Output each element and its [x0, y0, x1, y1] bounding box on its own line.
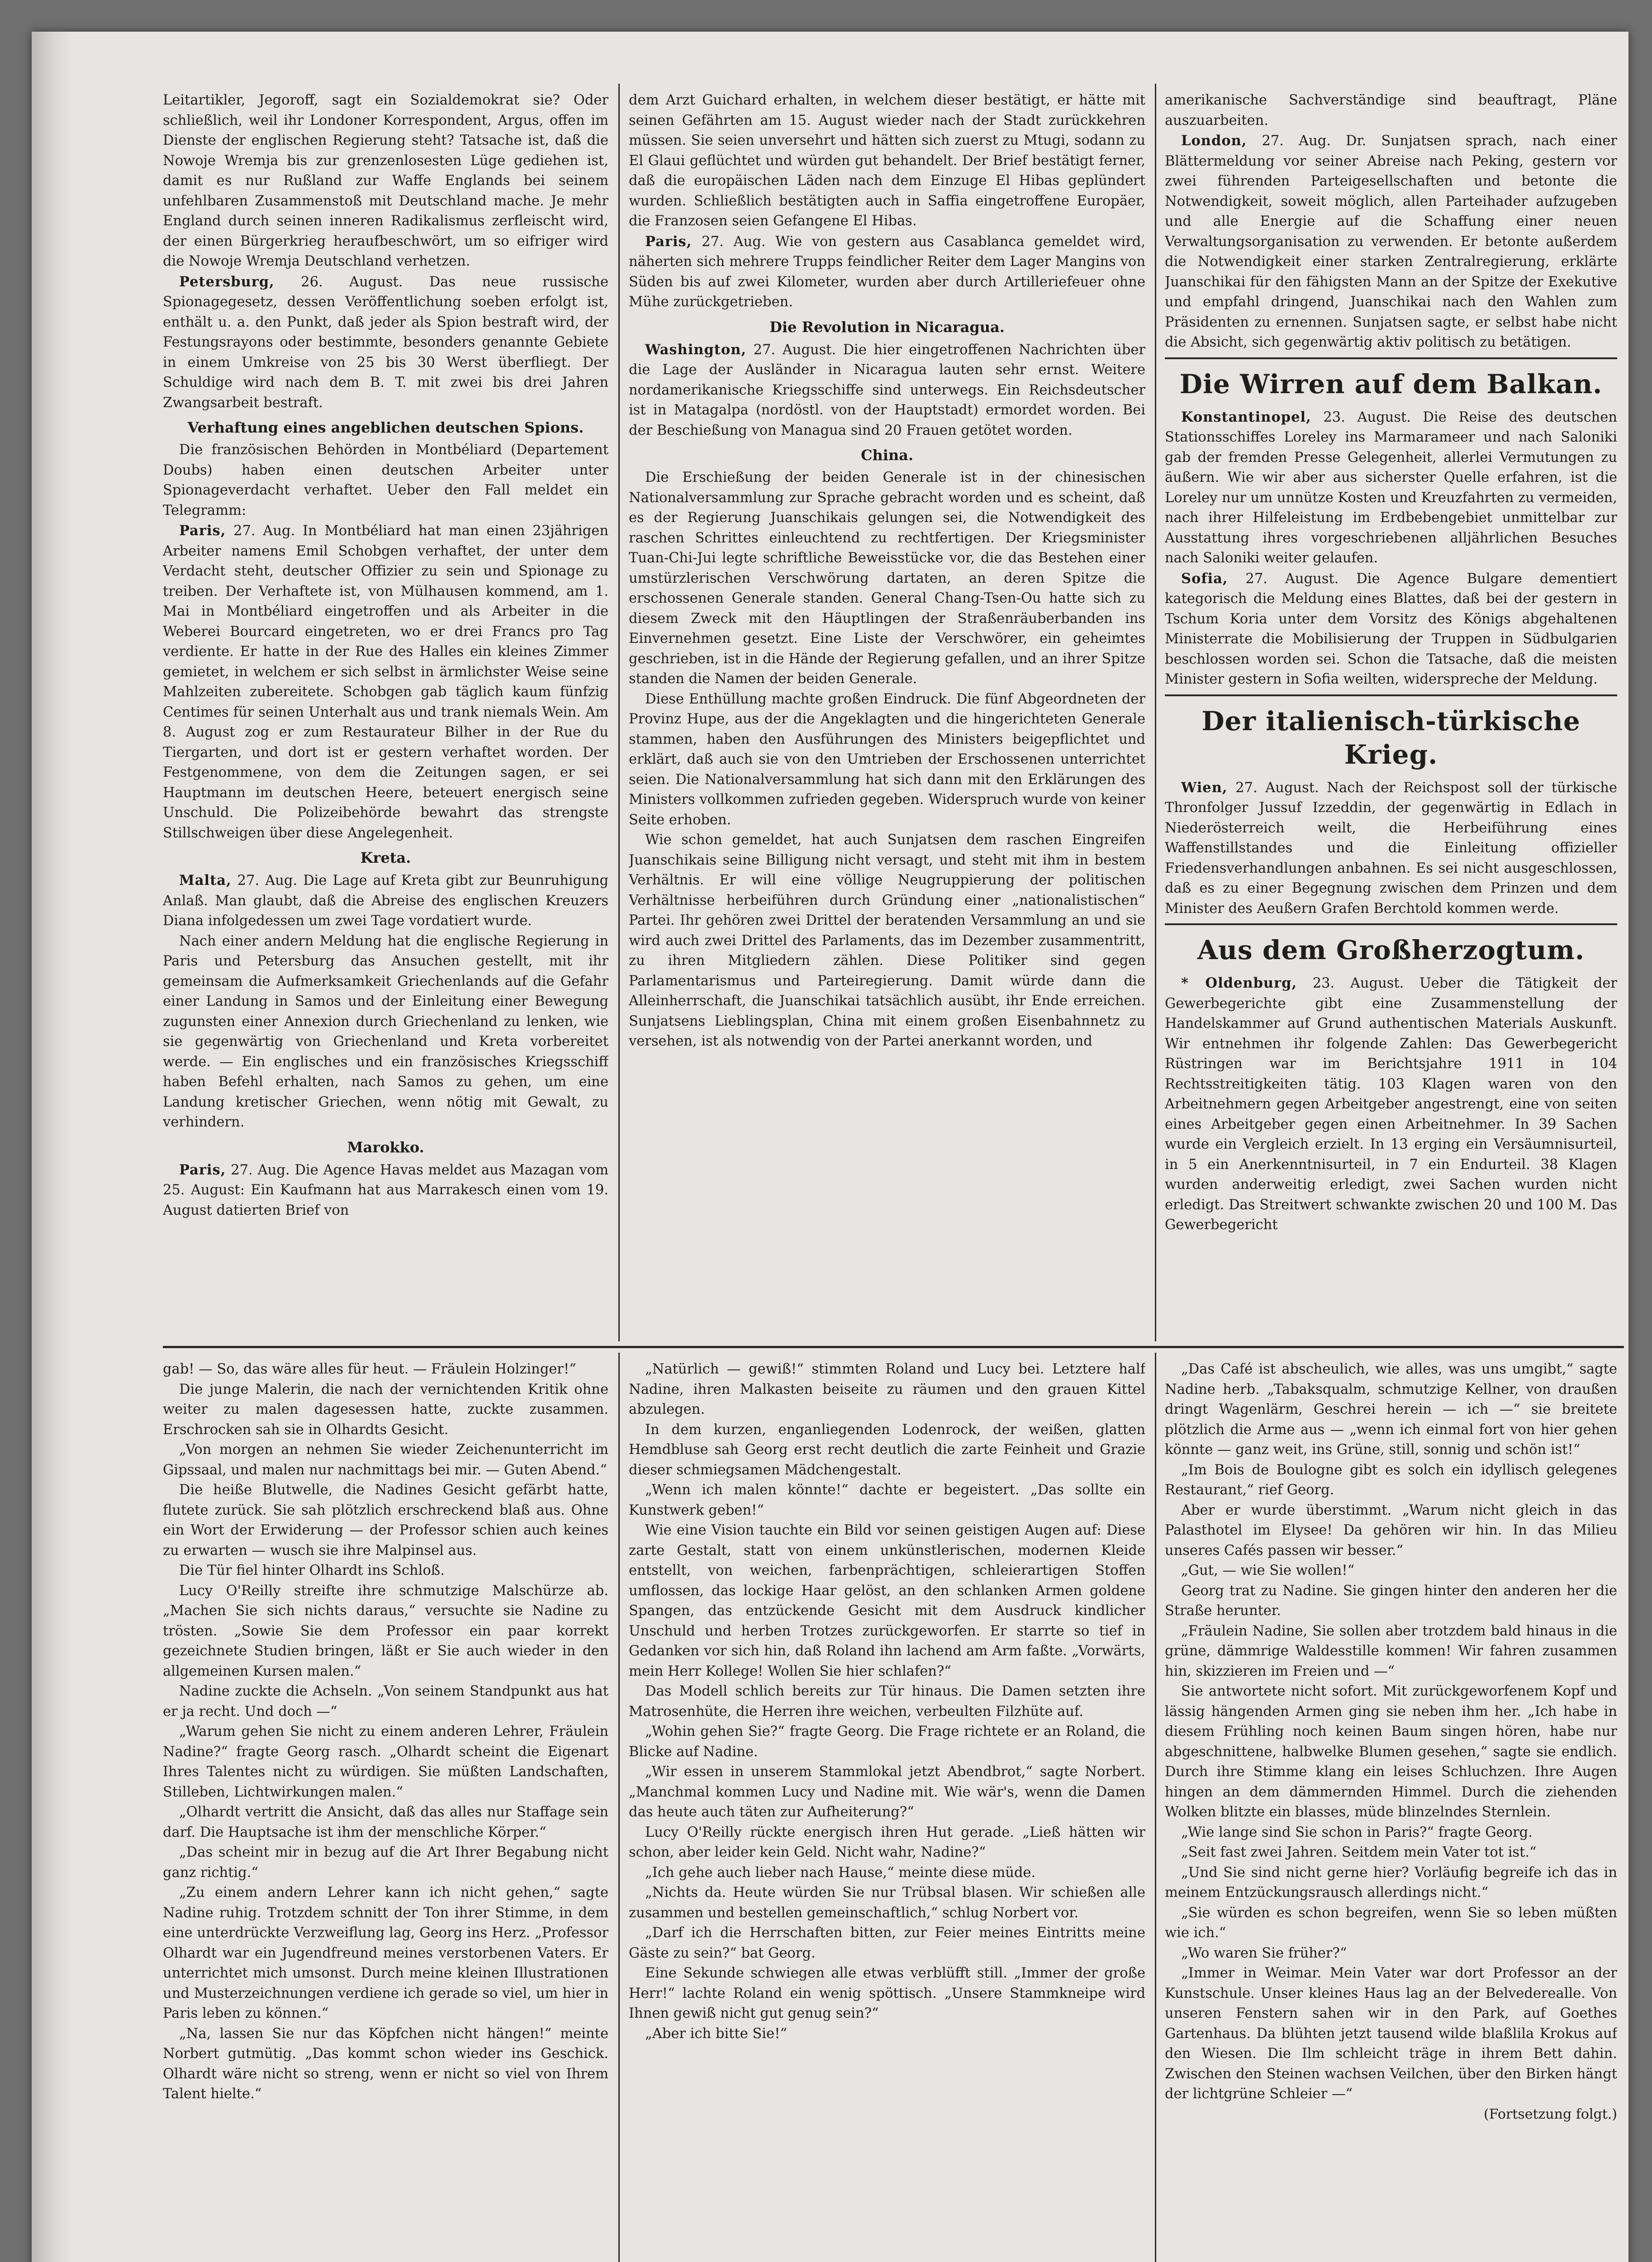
newspaper-page: [32, 32, 1628, 2262]
article-paragraph: [163, 90, 608, 272]
section-rule: [1165, 357, 1617, 359]
article-paragraph: [629, 1420, 1145, 1481]
paragraph-text: Aber er wurde überstimmt. „Warum nicht gleich in das Palasthotel im Elysee! Da gehören wir hin. In das Milieu unseres Cafés passen wir besser.“: [1165, 1502, 1617, 1559]
paragraph-text: Die junge Malerin, die nach der vernichtenden Kritik ohne weiter zu malen dagesessen hatte, zuckte zusammen. Erschrocken sah sie in Olhardts Gesicht.: [163, 1381, 608, 1438]
article-paragraph: [1165, 407, 1617, 569]
paragraph-text: Wie schon gemeldet, hat auch Sunjatsen dem raschen Eingreifen Juanschikais seine Billigung nicht versagt, und steht mit ihm in bestem Verhältnis. Er will eine völlige Neugruppierung der politischen Verhältnisse herbeiführen durch Gründung einer „nationalistischen“ Partei. Ihr gehören zwei Drittel der beratenden Versammlung an und sie wird auch zwei Drittel des Parlaments, das im Dezember zusammentritt, zu ihren Mitgliedern zählen. Diese Politiker sind gegen Parlamentarismus und Parteiregierung. Damit würde dann die Alleinherrschaft, die Juanschikai tatsächlich ausübt, ihr Ende erreichen. Sunjatsens Lieblingsplan, China mit einem großen Eisenbahnnetz zu versehen, ist als notwendig von der Partei anerkannt worden, und: [629, 832, 1145, 1049]
paragraph-text: „Zu einem andern Lehrer kann ich nicht gehen,“ sagte Nadine ruhig. Trotzdem schnitt der Ton ihrer Stimme, in dem eine unterdrückte Verzweiflung lag, Georg ins Herz. „Professor Olhardt war ein Jugendfreund meines verstorbenen Vaters. Er unterrichtet mich umsonst. Durch meine kleinen Illustrationen und Musterzeichnungen verdiene ich gerade so viel, um hier in Paris leben zu können.“: [163, 1885, 608, 2021]
article-paragraph: [1165, 1843, 1617, 1863]
paragraph-text: „Wie lange sind Sie schon in Paris?“ fragte Georg.: [1181, 1824, 1533, 1840]
article-heading: Marokko.: [347, 1138, 424, 1156]
dateline: London,: [1181, 133, 1247, 149]
paragraph-text: „Sie würden es schon begreifen, wenn Sie so leben müßten wie ich.“: [1165, 1905, 1617, 1941]
paragraph-text: 27. Aug. Dr. Sunjatsen sprach, nach einer Blättermeldung vor seiner Abreise nach Peking, gestern vor zwei führenden Parteigesellschaften und betonte die Notwendigkeit, soweit möglich, allen Parteihader aufzugeben und alle Energie auf die Schaffung einer neuen Verwaltungsorganisation zu verwenden. Er betonte außerdem die Notwendigkeit einer starken Zentralregierung, erklärte Juanschikai für den fähigsten Mann an der Spitze der Exekutive und empfahl dringend, Juanschikai nach den Wahlen zum Präsidenten zu ernennen. Sunjatsen sagte, er selbst habe nicht die Absicht, sich gegenwärtig aktiv politisch zu betätigen.: [1165, 133, 1617, 350]
article-paragraph: [1165, 1581, 1617, 1621]
article-paragraph: [1165, 778, 1617, 919]
article-paragraph: [629, 1823, 1145, 1863]
paragraph-text: 23. August. Die Reise des deutschen Stationsschiffes Loreley ins Marmarameer und nach Saloniki gab der fremden Presse Gelegenheit, allerlei Vermutungen zu äußern. Wie wir aber aus sicherster Quelle erfahren, ist die Loreley nur um unnütze Kosten und Kreuzfahrten zu vermeiden, nach ihrer Hilfeleistung im Erdbebengebiet unmittelbar zur Ausstattung ihres vorgeschriebenen alljährlichen Besuches nach Saloniki weiter gelaufen.: [1165, 409, 1617, 566]
article-paragraph: [1165, 1863, 1617, 1903]
paragraph-text: 23. August. Ueber die Tätigkeit der Gewerbegerichte gibt eine Zusammenstellung der Handelskammer auf Grund authentischen Materials Auskunft. Wir entnehmen ihr folgende Zahlen: Das Gewerbegericht Rüstringen war im Berichtsjahre 1911 in 104 Rechtsstreitigkeiten tätig. 103 Klagen waren von den Arbeitnehmern gegen Arbeitgeber angestrengt, eine von seiten eines Arbeitgeber gegen einen Arbeitnehmer. In 39 Sachen wurde ein Vergleich erzielt. In 13 erging ein Versäumnisurteil, in 5 ein Anerkenntnisurteil, in 7 ein Endurteil. 38 Klagen wurden anderweitig erledigt, zwei Sachen wurden nicht erledigt. Das Streitwert schwankte zwischen 20 und 100 M. Das Gewerbegericht: [1165, 975, 1617, 1233]
paragraph-text: Georg trat zu Nadine. Sie gingen hinter den anderen her die Straße herunter.: [1165, 1582, 1617, 1619]
article-paragraph: [163, 1561, 608, 1581]
paragraph-text: „Seit fast zwei Jahren. Seitdem mein Vater tot ist.“: [1181, 1844, 1537, 1860]
paragraph-text: Die heiße Blutwelle, die Nadines Gesicht gefärbt hatte, flutete zurück. Sie sah plötzlich erschreckend blaß aus. Ohne ein Wort der Erwiderung — der Professor schien auch keines zu erwarten — wusch sie ihre Malpinsel aus.: [163, 1482, 608, 1559]
paragraph-text: „Warum gehen Sie nicht zu einem anderen Lehrer, Fräulein Nadine?“ fragte Georg rasch. „Olhardt scheint die Eigenart Ihres Talentes nicht zu würdigen. Sie müßten Landschaften, Stilleben, Lichtwirkungen malen.“: [163, 1724, 608, 1800]
paragraph-text: „Nichts da. Heute würden Sie nur Trübsal blasen. Wir schießen alle zusammen und bestellen gemeinschaftlich,“ schlug Norbert vor.: [629, 1885, 1145, 1921]
dateline: Petersburg,: [179, 273, 275, 290]
article-paragraph: [629, 340, 1145, 441]
paragraph-text: „Das Café ist abscheulich, wie alles, was uns umgibt,“ sagte Nadine herb. „Tabaksqualm, schmutzige Kellner, von draußen dringt Wagenlärm, Geschrei herein — ich —“ sie breitete plötzlich die Arme aus — „wenn ich einmal fort von hier gehen könnte — ganz weit, ins Grüne, still, sonnig und schön ist!“: [1165, 1361, 1617, 1458]
article-paragraph: [629, 1722, 1145, 1762]
dateline: Paris,: [179, 523, 226, 539]
article-paragraph: [629, 1883, 1145, 1923]
section-rule: [1165, 694, 1617, 696]
article-heading: Verhaftung eines angeblichen deutschen Spions.: [187, 419, 584, 436]
article-paragraph: [163, 1682, 608, 1722]
feuilleton-separator-rule: [163, 1346, 1624, 1348]
paragraph-text: 27. Aug. Wie von gestern aus Casablanca gemeldet wird, näherten sich mehrere Trupps feindlicher Reiter dem Lager Mangins von Süden bis auf zwei Kilometer, wurden aber durch Artilleriefeuer ohne Mühe zurückgetrieben.: [629, 233, 1145, 310]
article-paragraph: [163, 1843, 608, 1883]
paragraph-text: 27. Aug. Die Lage auf Kreta gibt zur Beunruhigung Anlaß. Man glaubt, daß die Abreise des englischen Kreuzers Diana infolgedessen um zwei Tage vordatiert wurde.: [163, 873, 608, 929]
article-paragraph: [1165, 1963, 1617, 2105]
lower-right-column-rule: [1155, 1353, 1156, 2262]
paragraph-text: „Wohin gehen Sie?“ fragte Georg. Die Frage richtete er an Roland, die Blicke auf Nadine.: [629, 1724, 1145, 1760]
section-title: Die Wirren auf dem Balkan.: [1179, 368, 1603, 399]
article-paragraph: [629, 468, 1145, 689]
article-paragraph: [629, 1762, 1145, 1823]
article-paragraph: [163, 1160, 608, 1221]
article-paragraph: [629, 1521, 1145, 1682]
article-paragraph: [163, 931, 608, 1133]
paragraph-text: Die Tür fiel hinter Olhardt ins Schloß.: [179, 1563, 445, 1578]
article-paragraph: [1165, 1359, 1617, 1460]
paragraph-text: Die Erschießung der beiden Generale ist in der chinesischen Nationalversammlung zur Sprache gebracht worden und es scheint, daß es der Regierung Juanschikais gelungen sei, die Notwendigkeit des raschen Schrittes einleuchtend zu rechtfertigen. Der Kriegsminister Tuan-Chi-Jui legte schriftliche Beweisstücke vor, die das Bestehen einer umstürzlerischen Verschwörung dartaten, an deren Spitze die erschossenen Generale standen. General Chang-Tsen-Ou hatte sich zu diesem Zweck mit den Häuptlingen der Straßenräuberbanden ins Einvernehmen gesetzt. Eine Liste der Verschwörer, ein geheimtes geschrieben, ist in die Hände der Regierung gefallen, und an ihrer Spitze standen die Namen der beiden Generale.: [629, 470, 1145, 687]
continuation-note: (Fortsetzung folgt.): [1484, 2106, 1617, 2122]
paragraph-text: „Wir essen in unserem Stammlokal jetzt Abendbrot,“ sagte Norbert. „Manchmal kommen Lucy und Nadine mit. Wie wär's, wenn die Damen das heute auch täten zur Aufheiterung?“: [629, 1764, 1145, 1820]
article-paragraph: [1165, 1460, 1617, 1501]
article-paragraph: [629, 2024, 1145, 2044]
paragraph-text: In dem kurzen, enganliegenden Lodenrock, der weißen, glatten Hemdbluse sah Georg erst recht deutlich die zarte Feinheit und Grazie dieser schmiegsamen Mädchengestalt.: [629, 1421, 1145, 1478]
article-paragraph: [629, 1963, 1145, 2024]
article-paragraph: [1165, 1682, 1617, 1823]
article-paragraph: [1165, 1501, 1617, 1561]
dateline: Washington,: [645, 341, 747, 358]
paragraph-text: Eine Sekunde schwiegen alle etwas verblüfft still. „Immer der große Herr!“ lachte Roland ein wenig spöttisch. „Unsere Stammkneipe wird Ihnen gewiß nicht gut genug sein?“: [629, 1965, 1145, 2021]
feuilleton-column-3: [1165, 1359, 1617, 2262]
paragraph-text: 27. Aug. In Montbéliard hat man einen 23jährigen Arbeiter namens Emil Schobgen verhaftet, der unter dem Verdacht steht, deutscher Offizier zu sein und Spionage zu treiben. Der Verhaftete ist, von Mülhausen kommend, am 1. Mai in Montbéliard eingetroffen und als Arbeiter in die Weberei Bourcard eingetreten, wo er drei Francs pro Tag verdiente. Er hatte in der Rue des Halles ein kleines Zimmer gemietet, in welchem er sich selbst in ärmlichster Weise seine Mahlzeiten zubereitete. Schobgen gab täglich kaum fünfzig Centimes für seinen Unterhalt aus und trank niemals Wein. Am 8. August zog er zum Restaurateur Bilher in der Rue du Tiergarten, und dort ist er gestern verhaftet worden. Der Festgenommene, von dem die Zeitungen sagen, er sei Hauptmann im deutschen Heere, beteuert energisch seine Unschuld. Die Polizeibehörde bewahrt das strengste Stillschweigen über diese Angelegenheit.: [163, 523, 608, 841]
paragraph-text: „Im Bois de Boulogne gibt es solch ein idyllisch gelegenes Restaurant,“ rief Georg.: [1165, 1462, 1617, 1498]
paragraph-text: gab! — So, das wäre alles für heut. — Fräulein Holzinger!“: [163, 1361, 576, 1377]
section-title: Aus dem Großherzogtum.: [1197, 935, 1585, 965]
paragraph-text: „Immer in Weimar. Mein Vater war dort Professor an der Kunstschule. Unser kleines Haus lag an der Belvederealle. Von unseren Fenstern sahen wir in den Park, auf Goethes Gartenhaus. Da blühten jetzt tausend wilde blaßlila Krokus auf den Wiesen. Die Ilm schleicht träge in ihrem Bett dahin. Zwischen den Steinen wachsen Veilchen, über den Birken hängt der lichtgrüne Schleier —“: [1165, 1965, 1617, 2102]
paragraph-text: „Und Sie sind nicht gerne hier? Vorläufig begreife ich das in meinem Entzückungsrausch allerdings nicht.“: [1165, 1864, 1617, 1901]
article-paragraph: [163, 1581, 608, 1682]
paragraph-text: Diese Enthüllung machte großen Eindruck. Die fünf Abgeordneten der Provinz Hupe, aus der die Angeklagten und die hingerichteten Generale stammen, haben den Ausführungen des Ministers beigepflichtet und erklärt, daß auch sie von den Umtrieben der Erschossenen unterrichtet seien. Die Nationalversammlung hat sich dann mit den Erklärungen des Ministers vollkommen zufrieden gegeben. Widerspruch wurde von keiner Seite erhoben.: [629, 691, 1145, 828]
paragraph-text: Nach einer andern Meldung hat die englische Regierung in Paris und Petersburg das Ansuchen gestellt, mit ihr gemeinsam die Aufmerksamkeit Griechenlands auf die Gefahr einer Landung in Samos und der Einleitung einer Bewegung zugunsten einer Annexion durch Griechenland zu lenken, wie sie gegenwärtig von Griechenland und Kreta vorbereitet werde. — Ein englisches und ein französisches Kriegsschiff haben Befehl erhalten, nach Samos zu gehen, um eine Landung kretischer Griechen, wenn nötig mit Gewalt, zu verhindern.: [163, 933, 608, 1130]
article-paragraph: [163, 1722, 608, 1802]
upper-right-column-rule: [1155, 84, 1156, 1341]
dateline: Konstantinopel,: [1181, 409, 1311, 425]
paragraph-text: „Na, lassen Sie nur das Köpfchen nicht hängen!“ meinte Norbert gutmütig. „Das kommt schon wieder ins Geschick. Olhardt wäre nicht so streng, wenn er nicht so viel von Ihrem Talent hielte.“: [163, 2025, 608, 2102]
article-paragraph: [629, 232, 1145, 313]
paragraph-text: „Aber ich bitte Sie!“: [645, 2025, 787, 2042]
news-column-3: [1165, 90, 1617, 1344]
article-paragraph: [629, 689, 1145, 831]
paragraph-text: 27. August. Die hier eingetroffenen Nachrichten über die Lage der Ausländer in Nicaragua lauten sehr ernst. Weitere nordamerikanische Kriegsschiffe sind unterwegs. Ein Reichsdeutscher ist in Matagalpa (nordöstl. von der Hauptstadt) ermordet worden. Bei der Beschießung von Managua sind 20 Frauen getötet worden.: [629, 342, 1145, 438]
article-paragraph: [629, 1480, 1145, 1521]
lower-left-column-rule: [618, 1353, 620, 2262]
dateline: Paris,: [179, 1161, 226, 1178]
dateline: Sofia,: [1181, 570, 1228, 587]
paragraph-text: „Wenn ich malen könnte!“ dachte er begeistert. „Das sollte ein Kunstwerk geben!“: [629, 1482, 1145, 1518]
paragraph-text: Leitartikler, Jegoroff, sagt ein Sozialdemokrat sie? Oder schließlich, weil ihr Londoner Korrespondent, Argus, offen im Dienste der englischen Regierung steht? Tatsache ist, daß die Nowoje Wremja bis zur grenzenlosesten Lüge gediehen ist, damit es nur Rußland zur Waffe Englands bei seinem unfehlbaren Zusammenstoß mit Deutschland mache. Je mehr England durch seinen inneren Radikalismus zerfleischt wird, der einen Bürgerkrieg heraufbeschwört, um so eifriger wird die Nowoje Wremja Deutschland verhetzen.: [163, 92, 608, 269]
binding-edge: [32, 32, 72, 2262]
article-paragraph: [1165, 1561, 1617, 1581]
article-paragraph: [163, 272, 608, 413]
article-paragraph: [163, 1883, 608, 2024]
feuilleton-column-2: [629, 1359, 1145, 2262]
paragraph-text: Lucy O'Reilly streifte ihre schmutzige Malschürze ab. „Machen Sie sich nichts daraus,“ versuchte sie Nadine zu trösten. „Sowie Sie dem Professor ein paar korrekt gezeichnete Studien bringen, läßt er Sie auch wieder in den allgemeinen Kursen malen.“: [163, 1582, 608, 1679]
article-paragraph: [163, 1480, 608, 1561]
paragraph-text: „Ich gehe auch lieber nach Hause,“ meinte diese müde.: [645, 1864, 1036, 1881]
news-column-1: [163, 90, 608, 1344]
article-paragraph: [163, 2024, 608, 2105]
paragraph-text: „Natürlich — gewiß!“ stimmten Roland und Lucy bei. Letztere half Nadine, ihren Malkasten beiseite zu räumen und den grauen Kittel abzulegen.: [629, 1361, 1145, 1417]
article-heading: Die Revolution in Nicaragua.: [769, 318, 1005, 336]
article-paragraph: [629, 90, 1145, 232]
paragraph-text: „Fräulein Nadine, Sie sollen aber trotzdem bald hinaus in die grüne, dämmrige Waldesstille kommen! Wir fahren zusammen hin, skizzieren im Freien und —“: [1165, 1623, 1617, 1679]
article-paragraph: [1165, 1903, 1617, 1944]
article-paragraph: [629, 1359, 1145, 1420]
paragraph-text: dem Arzt Guichard erhalten, in welchem dieser bestätigt, er hätte mit seinen Gefährten am 15. August wieder nach der Stadt zurückkehren müssen. Sie seien unversehrt und hätten sich zuerst zu Mtugi, sodann zu El Glaui geflüchtet und würden gut behandelt. Der Brief bestätigt ferner, daß die europäischen Läden nach dem Einzuge El Hibas geplündert wurden. Schließlich bestätigten auch in Saffia eingetroffene Europäer, die Franzosen seien Gefangene El Hibas.: [629, 92, 1145, 229]
paragraph-text: Lucy O'Reilly rückte energisch ihren Hut gerade. „Ließ hätten wir schon, aber leider kein Geld. Nicht wahr, Nadine?“: [629, 1824, 1145, 1860]
article-paragraph: [1165, 1823, 1617, 1843]
article-paragraph: [629, 1863, 1145, 1883]
article-paragraph: [163, 521, 608, 843]
article-heading: China.: [860, 447, 914, 464]
dateline: * Oldenburg,: [1181, 975, 1297, 991]
article-paragraph: [163, 1440, 608, 1480]
paragraph-text: Das Modell schlich bereits zur Tür hinaus. Die Damen setzten ihre Matrosenhüte, die Herren ihre weichen, verbeulten Filzhüte auf.: [629, 1683, 1145, 1720]
article-paragraph: [163, 1380, 608, 1440]
paragraph-text: „Von morgen an nehmen Sie wieder Zeichenunterricht im Gipssaal, und malen nur nachmittags bei mir. — Guten Abend.“: [163, 1442, 608, 1478]
dateline: Malta,: [179, 872, 232, 889]
paragraph-text: 26. August. Das neue russische Spionagegesetz, dessen Veröffentlichung soeben erfolgt ist, enthält u. a. den Punkt, daß jeder als Spion bestraft wird, der Festungsrayons oder bestimmte, besonders genannte Gebiete in einem Umkreise von 25 bis 30 Werst überfliegt. Der Schuldige wird nach dem B. T. mit zwei bis drei Jahren Zwangsarbeit bestraft.: [163, 274, 608, 411]
paragraph-text: amerikanische Sachverständige sind beauftragt, Pläne auszuarbeiten.: [1165, 92, 1617, 128]
paragraph-text: 27. August. Die Agence Bulgare dementiert kategorisch die Meldung eines Blattes, daß bei der gestern in Tschum Koria unter dem Vorsitz des Königs abgehaltenen Ministerrate die Mobilisierung der Truppen in Südbulgarien beschlossen worden sei. Schon die Tatsache, daß die meisten Minister gestern in Sofia weilten, widerspreche der Meldung.: [1165, 570, 1617, 687]
section-rule: [1165, 923, 1617, 925]
dateline: Wien,: [1181, 779, 1228, 796]
paragraph-text: „Wo waren Sie früher?“: [1181, 1945, 1347, 1961]
article-paragraph: [1165, 131, 1617, 353]
article-paragraph: [163, 870, 608, 931]
paragraph-text: Die französischen Behörden in Montbéliard (Departement Doubs) haben einen deutschen Arbeiter unter Spionageverdacht verhaftet. Ueber den Fall meldet ein Telegramm:: [163, 442, 608, 518]
article-paragraph: [163, 440, 608, 521]
news-column-2: [629, 90, 1145, 1344]
paragraph-text: „Das scheint mir in bezug auf die Art Ihrer Begabung nicht ganz richtig.“: [163, 1844, 608, 1881]
section-title: Der italienisch-türkische Krieg.: [1201, 705, 1581, 770]
paragraph-text: „Darf ich die Herrschaften bitten, zur Feier meines Eintritts meine Gäste zu sein?“ bat Georg.: [629, 1925, 1145, 1961]
paragraph-text: Sie antwortete nicht sofort. Mit zurückgeworfenem Kopf und lässig hängenden Armen ging sie neben ihm her. „Ich habe in diesem Frühling noch keinen Baum singen hören, habe nur abgeschnittene, halbwelke Blumen gesehen,“ sagte sie endlich. Durch ihre Stimme klang ein leises Schluchzen. Ihre Augen hingen an dem dämmernden Himmel. Durch die ziehenden Wolken blitzte ein blasses, müde blinzelndes Sternlein.: [1165, 1683, 1617, 1820]
article-paragraph: [1165, 569, 1617, 690]
article-paragraph: [1165, 1944, 1617, 1964]
article-paragraph: [629, 830, 1145, 1052]
upper-left-column-rule: [618, 84, 620, 1341]
paragraph-text: „Olhardt vertritt die Ansicht, daß das alles nur Staffage sein darf. Die Hauptsache ist ihm der menschliche Körper.“: [163, 1804, 608, 1840]
paragraph-text: Wie eine Vision tauchte ein Bild vor seinen geistigen Augen auf: Diese zarte Gestalt, statt von einem unkünstlerischen, modernen Kleide entstellt, von weichen, farbenprächtigen, schleierartigen Stoffen umflossen, das lockige Haar gelöst, an den schlanken Armen goldene Spangen, das entzückende Gesicht mit dem Ausdruck kindlicher Unschuld und herben Trotzes zurückgeworfen. Er starrte so tief in Gedanken vor sich hin, daß Roland ihn lachend am Arm faßte. „Vorwärts, mein Herr Kollege! Wollen Sie hier schlafen?“: [629, 1522, 1145, 1679]
article-paragraph: [163, 1802, 608, 1843]
paragraph-text: Nadine zuckte die Achseln. „Von seinem Standpunkt aus hat er ja recht. Und doch —“: [163, 1683, 608, 1720]
article-paragraph: [1165, 90, 1617, 131]
article-paragraph: [629, 1923, 1145, 1963]
paragraph-text: 27. August. Nach der Reichspost soll der türkische Thronfolger Jussuf Izzeddin, der gegenwärtig in Edlach in Niederösterreich weilt, die Herbeiführung eines Waffenstillstandes und die Einleitung offizieller Friedensverhandlungen anbahnen. Es sei nicht ausgeschlossen, daß es zu einer Begegnung zwischen dem Prinzen und dem Minister des Aeußern Grafen Berchtold kommen werde.: [1165, 779, 1617, 917]
article-heading: Kreta.: [360, 849, 411, 866]
paragraph-text: „Gut, — wie Sie wollen!“: [1181, 1563, 1355, 1578]
paragraph-text: 27. Aug. Die Agence Havas meldet aus Mazagan vom 25. August: Ein Kaufmann hat aus Marrakesch einen vom 19. August datierten Brief von: [163, 1162, 608, 1218]
dateline: Paris,: [645, 233, 692, 250]
article-paragraph: [1165, 1621, 1617, 1682]
feuilleton-column-1: [163, 1359, 608, 2262]
article-paragraph: [629, 1682, 1145, 1722]
article-paragraph: [1165, 973, 1617, 1236]
article-paragraph: [163, 1359, 608, 1380]
